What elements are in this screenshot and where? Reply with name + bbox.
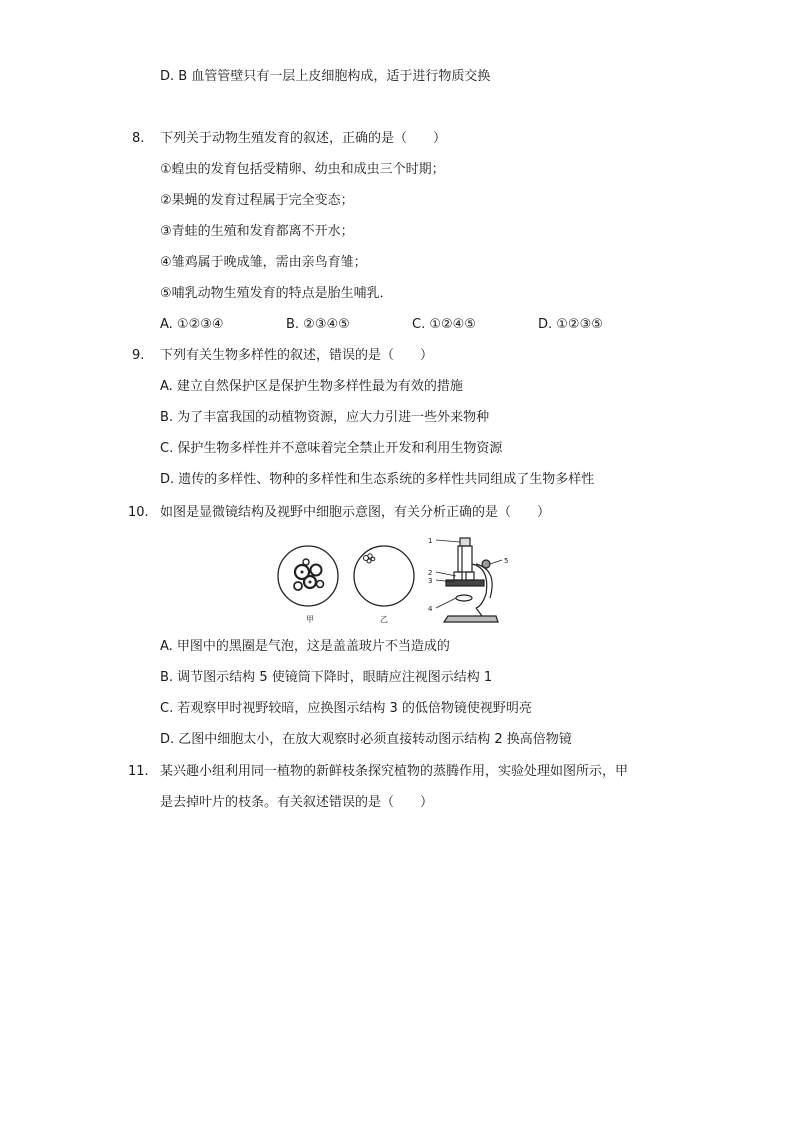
q8-number: 8. bbox=[132, 131, 145, 146]
q9-number: 9. bbox=[132, 348, 145, 363]
q9-option-a[interactable]: A. 建立自然保护区是保护生物多样性最为有效的措施 bbox=[160, 379, 463, 394]
callout-5: 5 bbox=[504, 557, 509, 565]
q10-option-a[interactable]: A. 甲图中的黑圈是气泡，这是盖盖玻片不当造成的 bbox=[160, 639, 450, 654]
microscope-drawing bbox=[444, 538, 498, 622]
callout-1: 1 bbox=[428, 537, 433, 545]
q8-statement-4: ④雏鸡属于晚成雏，需由亲鸟育雏； bbox=[160, 255, 367, 270]
label-jia: 甲 bbox=[306, 615, 314, 624]
q10-option-c[interactable]: C. 若观察甲时视野较暗，应换图示结构 3 的低倍物镜使视野明亮 bbox=[160, 701, 532, 716]
callout-4: 4 bbox=[428, 605, 433, 613]
q8-option-a[interactable]: A. ①②③④ bbox=[160, 317, 224, 332]
prev-option-d: D. B 血管管壁只有一层上皮细胞构成，适于进行物质交换 bbox=[160, 69, 491, 84]
callout-2: 2 bbox=[428, 569, 433, 577]
q8-statement-2: ②果蝇的发育过程属于完全变态； bbox=[160, 193, 354, 208]
q10-option-b[interactable]: B. 调节图示结构 5 使镜筒下降时，眼睛应注视图示结构 1 bbox=[160, 670, 493, 685]
field-of-view-yi bbox=[354, 546, 414, 606]
q9-option-d[interactable]: D. 遗传的多样性、物种的多样性和生态系统的多样性共同组成了生物多样性 bbox=[160, 472, 595, 487]
q8-statement-3: ③青蛙的生殖和发育都离不开水； bbox=[160, 224, 354, 239]
q10-stem: 如图是显微镜结构及视野中细胞示意图，有关分析正确的是（ ） bbox=[160, 505, 551, 520]
q9-option-b[interactable]: B. 为了丰富我国的动植物资源，应大力引进一些外来物种 bbox=[160, 410, 490, 425]
q8-option-c[interactable]: C. ①②④⑤ bbox=[412, 317, 476, 332]
q11-stem-line1: 某兴趣小组利用同一植物的新鲜枝条探究植物的蒸腾作用，实验处理如图所示，甲 bbox=[160, 764, 629, 779]
q8-option-d[interactable]: D. ①②③⑤ bbox=[538, 317, 603, 332]
q10-number: 10. bbox=[128, 505, 149, 520]
field-of-view-jia bbox=[278, 546, 338, 606]
q8-statement-1: ①蝗虫的发育包括受精卵、幼虫和成虫三个时期； bbox=[160, 162, 445, 177]
q10-option-d[interactable]: D. 乙图中细胞太小，在放大观察时必须直接转动图示结构 2 换高倍物镜 bbox=[160, 732, 572, 747]
label-yi: 乙 bbox=[380, 615, 388, 624]
microscope-figure bbox=[276, 534, 516, 626]
q11-number: 11. bbox=[128, 764, 149, 779]
q8-option-b[interactable]: B. ②③④⑤ bbox=[286, 317, 350, 332]
q8-statement-5: ⑤哺乳动物生殖发育的特点是胎生哺乳． bbox=[160, 286, 393, 301]
callout-3: 3 bbox=[428, 577, 433, 585]
q9-option-c[interactable]: C. 保护生物多样性并不意味着完全禁止开发和利用生物资源 bbox=[160, 441, 503, 456]
q11-stem-line2: 是去掉叶片的枝条。有关叙述错误的是（ ） bbox=[160, 795, 434, 810]
q8-stem: 下列关于动物生殖发育的叙述，正确的是（ ） bbox=[160, 131, 447, 146]
q9-stem: 下列有关生物多样性的叙述，错误的是（ ） bbox=[160, 348, 434, 363]
